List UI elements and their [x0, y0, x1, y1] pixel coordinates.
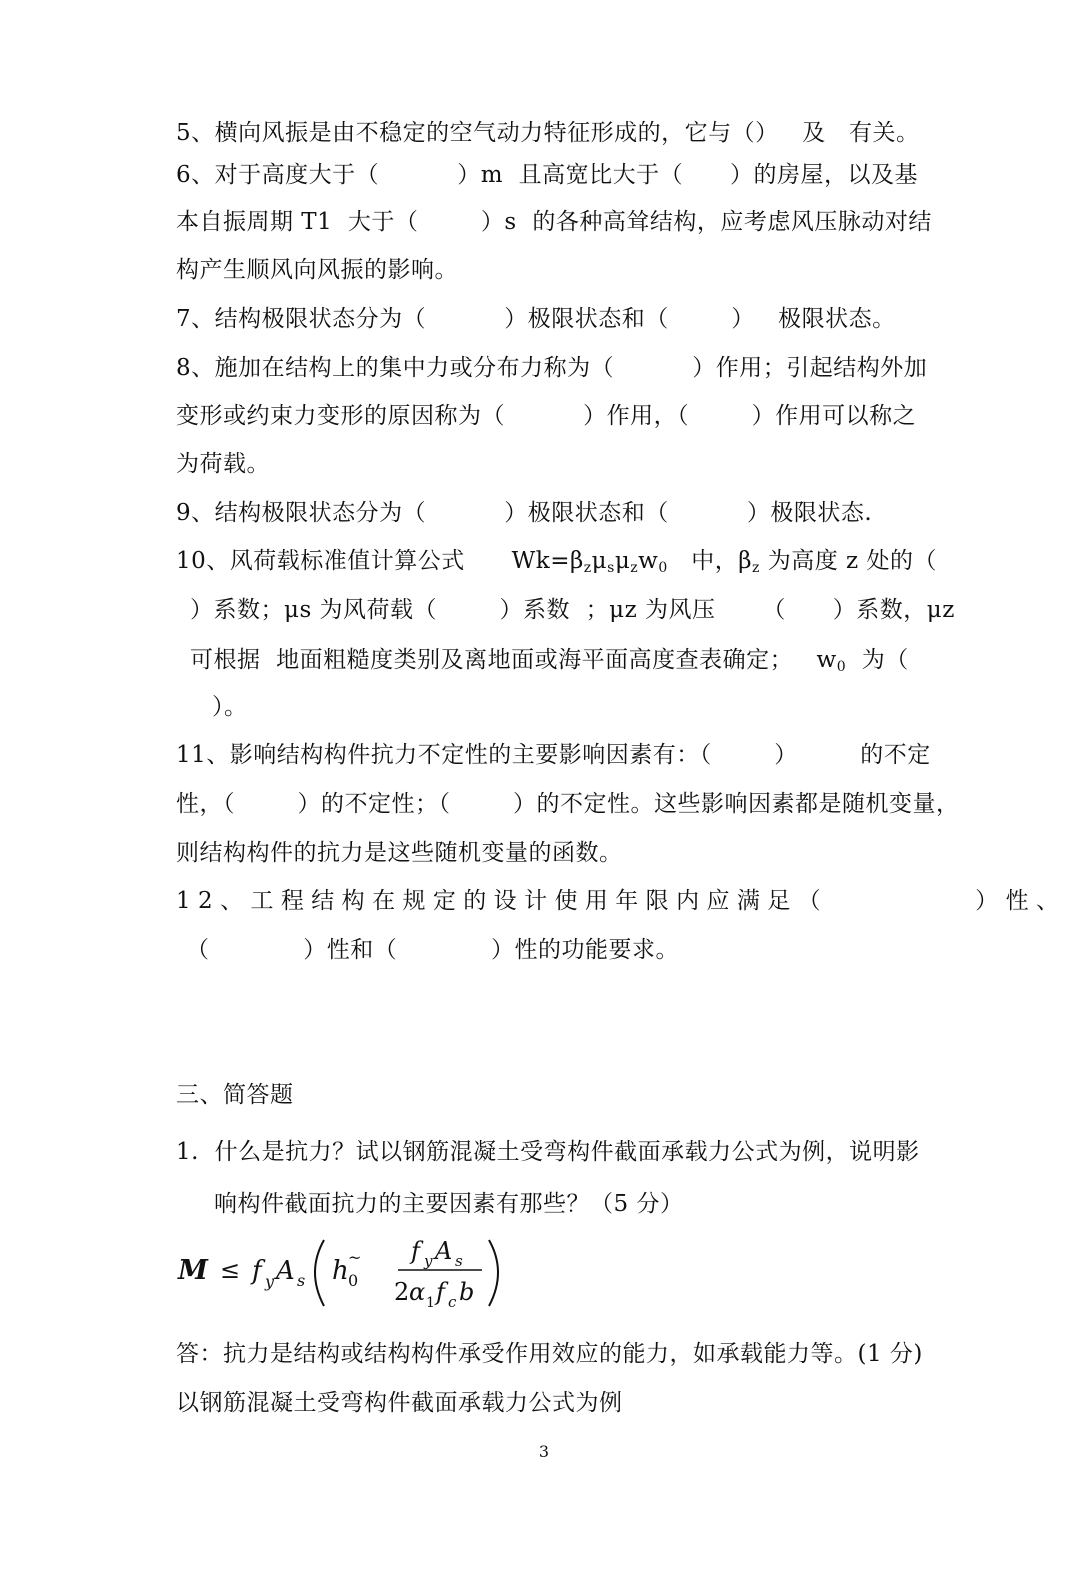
- formula-tilde: ~: [348, 1248, 362, 1267]
- formula-M: M: [178, 1255, 208, 1286]
- question-10-line-4: ）。: [212, 694, 248, 720]
- question-5: 5、横向风振是由不稳定的空气动力特征形成的，它与（） 及 有关。: [176, 120, 920, 146]
- formula-h-sub: 0: [348, 1271, 359, 1290]
- formula-num-f: f: [411, 1237, 420, 1265]
- formula-f: f: [252, 1256, 262, 1286]
- left-paren: [315, 1240, 324, 1306]
- question-11-line-2: 性，（ ）的不定性；（ ）的不定性。这些影响因素都是随机变量，: [176, 791, 960, 817]
- question-11-line-3: 则结构构件的抗力是这些随机变量的函数。: [176, 840, 623, 866]
- question-6-line-1: 6、对于高度大于（ ）m 且高宽比大于（ ）的房屋，以及基: [176, 162, 919, 188]
- section-heading: 三、简答题: [176, 1082, 294, 1108]
- bending-capacity-formula: [176, 1232, 516, 1312]
- formula-den-1: 1: [426, 1295, 435, 1311]
- formula-den-2: 2: [394, 1278, 410, 1306]
- answer-1-line-1: 答：抗力是结构或结构构件承受作用效应的能力，如承载能力等。(1 分): [176, 1341, 923, 1367]
- formula-den-b: b: [459, 1278, 475, 1306]
- question-6-line-2: 本自振周期 T1 大于（ ）s 的各种高耸结构，应考虑风压脉动对结: [176, 209, 932, 235]
- formula-den-f: f: [436, 1278, 445, 1306]
- short-question-1-line-1: 1. 什么是抗力？试以钢筋混凝土受弯构件截面承载力公式为例，说明影: [176, 1139, 920, 1165]
- question-12-line-2: （ ）性和（ ）性的功能要求。: [186, 937, 679, 963]
- formula-num-y: y: [424, 1252, 433, 1270]
- formula-y: y: [265, 1272, 275, 1291]
- formula-num-A: A: [435, 1237, 453, 1265]
- question-9: 9、结构极限状态分为（ ）极限状态和（ ）极限状态.: [176, 500, 873, 526]
- short-question-1-line-2: 响构件截面抗力的主要因素有那些？（5 分）: [214, 1191, 684, 1217]
- formula-A: A: [276, 1256, 295, 1286]
- formula-den-alpha: α: [409, 1278, 426, 1306]
- formula-num-s: s: [455, 1252, 463, 1270]
- question-8-line-1: 8、施加在结构上的集中力或分布力称为（ ）作用；引起结构外加: [176, 355, 928, 381]
- question-8-line-2: 变形或约束力变形的原因称为（ ）作用，（ ）作用可以称之: [176, 403, 917, 429]
- question-12-line-1: 12、工程结构在规定的设计使用年限内应满足（ ）性、: [176, 888, 1067, 914]
- question-7: 7、结构极限状态分为（ ）极限状态和（ ） 极限状态。: [176, 306, 896, 332]
- question-10-line-3: 可根据 地面粗糙度类别及离地面或海平面高度查表确定； $w_0$ 为（: [190, 647, 909, 675]
- formula-h: h: [332, 1256, 349, 1286]
- question-11-line-1: 11、影响结构构件抗力不定性的主要影响因素有：（ ） 的不定: [176, 742, 931, 768]
- question-8-line-3: 为荷载。: [176, 451, 270, 477]
- formula-le: ≤: [220, 1256, 241, 1284]
- right-paren: [489, 1240, 498, 1306]
- question-6-line-3: 构产生顺风向风振的影响。: [176, 257, 458, 283]
- formula-den-c: c: [448, 1293, 457, 1311]
- page-number: 3: [538, 1442, 550, 1461]
- answer-1-line-2: 以钢筋混凝土受弯构件截面承载力公式为例: [176, 1390, 623, 1416]
- formula-s: s: [297, 1271, 306, 1290]
- question-10-line-1: 10、风荷载标准值计算公式 $Wk=\beta_z\mu_s\mu_zw_0$ 中，$\beta_z$ 为高度 z 处的（: [176, 548, 937, 576]
- question-10-line-2: ）系数；μs 为风荷载（ ）系数 ；μz 为风压 （ ）系数，μz: [190, 597, 955, 623]
